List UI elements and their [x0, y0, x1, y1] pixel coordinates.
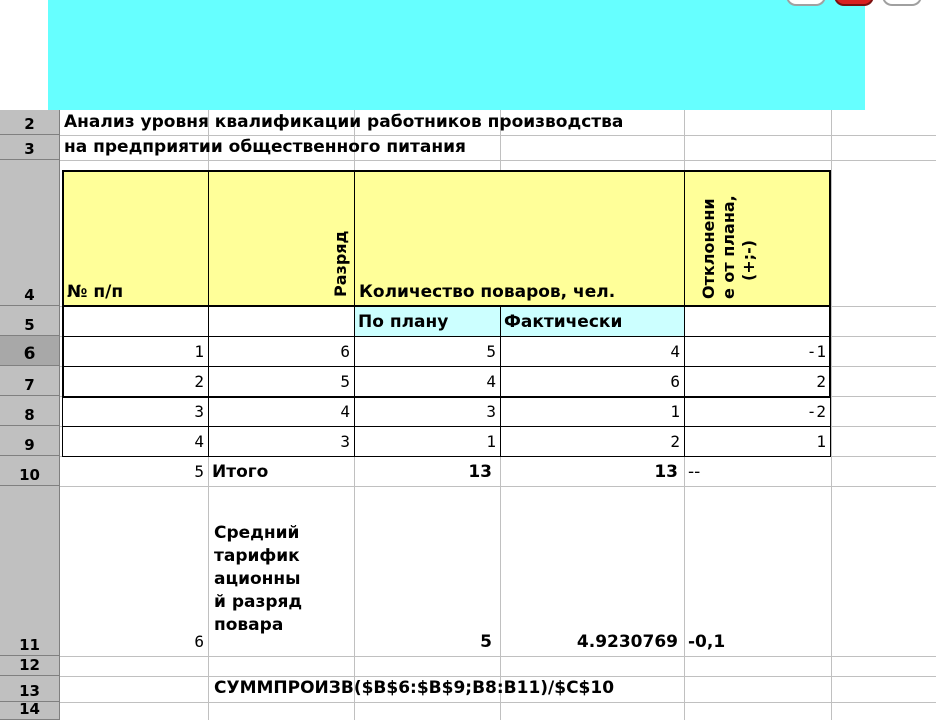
header-deviation-line-2: е от плана, — [719, 195, 738, 299]
cell-rank[interactable]: 5 — [208, 366, 355, 397]
row-header[interactable]: 10 — [0, 456, 60, 486]
cell-total-plan[interactable]: 13 — [468, 462, 492, 482]
cell-num[interactable]: 6 — [194, 632, 204, 651]
header-deviation-line-1: Отклонени — [699, 198, 718, 299]
cell-avg-label[interactable] — [214, 522, 354, 656]
cell-fact[interactable]: 2 — [500, 426, 685, 457]
cell-deviation[interactable]: 1 — [684, 426, 831, 457]
row-header-selected[interactable]: 6 — [0, 336, 60, 366]
gridline — [60, 676, 936, 677]
header-rank-label: Разряд — [331, 230, 350, 297]
gridline — [60, 486, 936, 487]
cell-plan[interactable]: 1 — [354, 426, 501, 457]
cell-num[interactable]: 1 — [62, 336, 209, 367]
header-num-label: № п/п — [67, 282, 124, 302]
subheader-fact[interactable]: Фактически — [500, 306, 685, 337]
gridline — [60, 160, 936, 161]
cell-rank[interactable]: 4 — [208, 396, 355, 427]
row-header[interactable]: 4 — [0, 160, 60, 306]
cell-formula[interactable]: СУММПРОИЗВ($B$6:$B$9;B8:B11)/$C$10 — [214, 678, 615, 698]
table-border — [62, 170, 831, 398]
row-header[interactable]: 8 — [0, 396, 60, 426]
row-header[interactable]: 13 — [0, 676, 60, 702]
cell-num[interactable]: 3 — [62, 396, 209, 427]
cell-fact[interactable]: 6 — [500, 366, 685, 397]
nav-button[interactable] — [786, 0, 826, 6]
row-header[interactable]: 14 — [0, 702, 60, 720]
cell-plan[interactable]: 5 — [354, 336, 501, 367]
row-header[interactable]: 9 — [0, 426, 60, 456]
cell-total-label[interactable]: Итого — [212, 462, 269, 482]
gridline — [831, 110, 832, 720]
cell-total-fact[interactable]: 13 — [654, 462, 678, 482]
gridline — [60, 702, 936, 703]
row-header[interactable]: 2 — [0, 110, 60, 135]
cell-plan[interactable]: 3 — [354, 396, 501, 427]
avg-label-line: Средний — [214, 523, 300, 543]
cell-avg-fact[interactable]: 4.9230769 — [576, 632, 678, 652]
cell-plan[interactable]: 4 — [354, 366, 501, 397]
sheet-title-line-1[interactable]: Анализ уровня квалификации работников производства — [64, 112, 624, 132]
cell-avg-deviation[interactable]: -0,1 — [688, 632, 726, 652]
header-count-label: Количество поваров, чел. — [359, 282, 616, 302]
cell-avg-plan[interactable]: 5 — [480, 632, 492, 652]
gridline — [60, 656, 936, 657]
row-header[interactable]: 12 — [0, 656, 60, 676]
row-header[interactable]: 7 — [0, 366, 60, 396]
cell-rank[interactable]: 3 — [208, 426, 355, 457]
cell-num[interactable]: 2 — [62, 366, 209, 397]
cell-deviation[interactable]: -2 — [684, 396, 831, 427]
cell-fact[interactable]: 4 — [500, 336, 685, 367]
gridline — [60, 135, 936, 136]
slide-banner — [48, 0, 865, 110]
nav-button[interactable] — [882, 0, 922, 6]
header-deviation-line-3: (+;-) — [739, 239, 758, 281]
sheet-title-line-2[interactable]: на предприятии общественного питания — [64, 137, 466, 157]
cell-fact[interactable]: 1 — [500, 396, 685, 427]
cell-rank[interactable]: 6 — [208, 336, 355, 367]
spreadsheet — [0, 110, 936, 720]
avg-label-line: тарифик — [214, 546, 300, 566]
subheader-plan[interactable]: По плану — [354, 306, 501, 337]
cell-deviation[interactable]: -1 — [684, 336, 831, 367]
row-header[interactable]: 5 — [0, 306, 60, 336]
nav-button-active[interactable] — [834, 0, 874, 6]
row-header[interactable]: 11 — [0, 486, 60, 656]
row-header[interactable]: 3 — [0, 135, 60, 160]
avg-label-line: повара — [214, 615, 284, 635]
avg-label-line: ационны — [214, 569, 301, 589]
cell-num[interactable]: 5 — [194, 462, 204, 481]
cell-num[interactable]: 4 — [62, 426, 209, 457]
cell-total-deviation[interactable]: -- — [688, 462, 701, 482]
cell-deviation[interactable]: 2 — [684, 366, 831, 397]
avg-label-line: й разряд — [214, 592, 303, 612]
